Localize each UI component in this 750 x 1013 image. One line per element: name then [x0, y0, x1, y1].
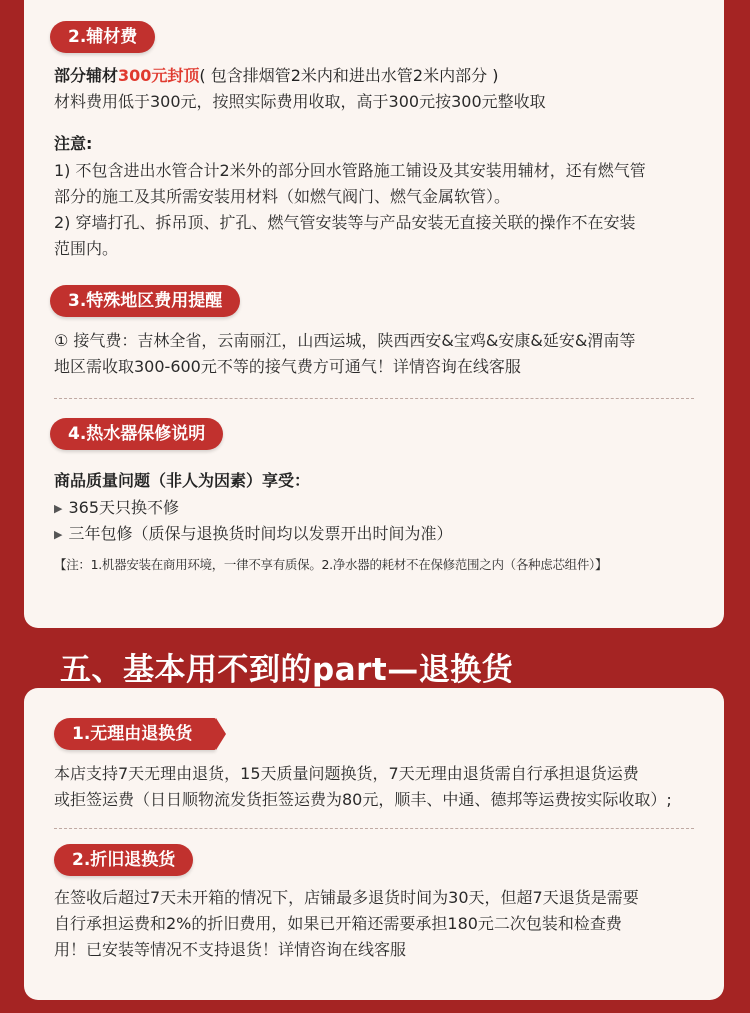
info-card-returns — [24, 688, 724, 1000]
no-reason-return-line-2: 或拒签运费（日日顺物流发货拒签运费为80元，顺丰、中通、德邦等运费按实际收取）; — [54, 790, 672, 809]
gas-connection-fee-line-2: 地区需收取300-600元不等的接气费方可通气！详情咨询在线客服 — [54, 357, 521, 376]
section-heading-returns: 五、基本用不到的part—退换货 — [60, 652, 514, 688]
warranty-heading: 商品质量问题（非人为因素）享受： — [54, 471, 311, 490]
depreciation-return-line-1: 在签收后超过7天未开箱的情况下，店铺最多退货时间为30天，但超7天退货是需要 — [54, 888, 639, 907]
no-reason-return-line-1: 本店支持7天无理由退货，15天质量问题换货，7天无理由退货需自行承担退货运费 — [54, 764, 639, 783]
dashed-divider — [54, 398, 694, 399]
section-pill-auxiliary-materials: 2.辅材费 — [50, 21, 155, 53]
section-pill-special-region-fees: 3.特殊地区费用提醒 — [50, 285, 240, 317]
cap-scope-note: ( 包含排烟管2米内和进出水管2米内部分 ) — [199, 66, 499, 85]
triangle-bullet-icon: ▶ — [54, 502, 63, 515]
section-pill-water-heater-warranty: 4.热水器保修说明 — [50, 418, 223, 450]
section-pill-no-reason-return: 1.无理由退换货 — [54, 718, 216, 750]
dashed-divider — [54, 828, 694, 829]
triangle-bullet-icon: ▶ — [54, 528, 63, 541]
note-heading: 注意: — [54, 134, 93, 153]
warranty-item-365-text: 365天只换不修 — [68, 498, 180, 517]
aux-materials-label: 部分辅材 — [54, 66, 119, 85]
depreciation-return-line-2: 自行承担运费和2%的折旧费用，如果已开箱还需要承担180元二次包装和检查费 — [54, 914, 622, 933]
warranty-item-three-year — [54, 522, 710, 548]
warranty-item-365 — [54, 496, 710, 522]
depreciation-return-line-3: 用！已安装等情况不支持退货！详情咨询在线客服 — [54, 940, 407, 959]
note-2-line-1: 2) 穿墙打孔、拆吊顶、扩孔、燃气管安装等与产品安装无直接关联的操作不在安装 — [54, 213, 636, 232]
note-1-line-1: 1) 不包含进出水管合计2米外的部分回水管路施工铺设及其安装用辅材，还有燃气管 — [54, 161, 646, 180]
note-1-line-2: 部分的施工及其所需安装用材料（如燃气阀门、燃气金属软管）。 — [54, 187, 511, 206]
info-card-fees-warranty — [24, 0, 724, 628]
cap-highlight: 300元封顶 — [118, 66, 200, 85]
warranty-item-three-year-text: 三年包修（质保与退换货时间均以发票开出时间为准） — [68, 524, 453, 543]
section-pill-depreciation-return: 2.折旧退换货 — [54, 844, 193, 876]
aux-materials-cap-line — [54, 64, 710, 88]
warranty-footnote: 【注：1.机器安装在商用环境，一律不享有质保。2.净水器的耗材不在保修范围之内（各种虑芯组件）】 — [54, 557, 608, 572]
material-fee-rule: 材料费用低于300元，按照实际费用收取，高于300元按300元整收取 — [54, 92, 546, 111]
note-2-line-2: 范围内。 — [54, 239, 119, 258]
gas-connection-fee-line-1: ① 接气费：吉林全省，云南丽江，山西运城，陕西西安&宝鸡&安康&延安&渭南等 — [54, 331, 636, 350]
